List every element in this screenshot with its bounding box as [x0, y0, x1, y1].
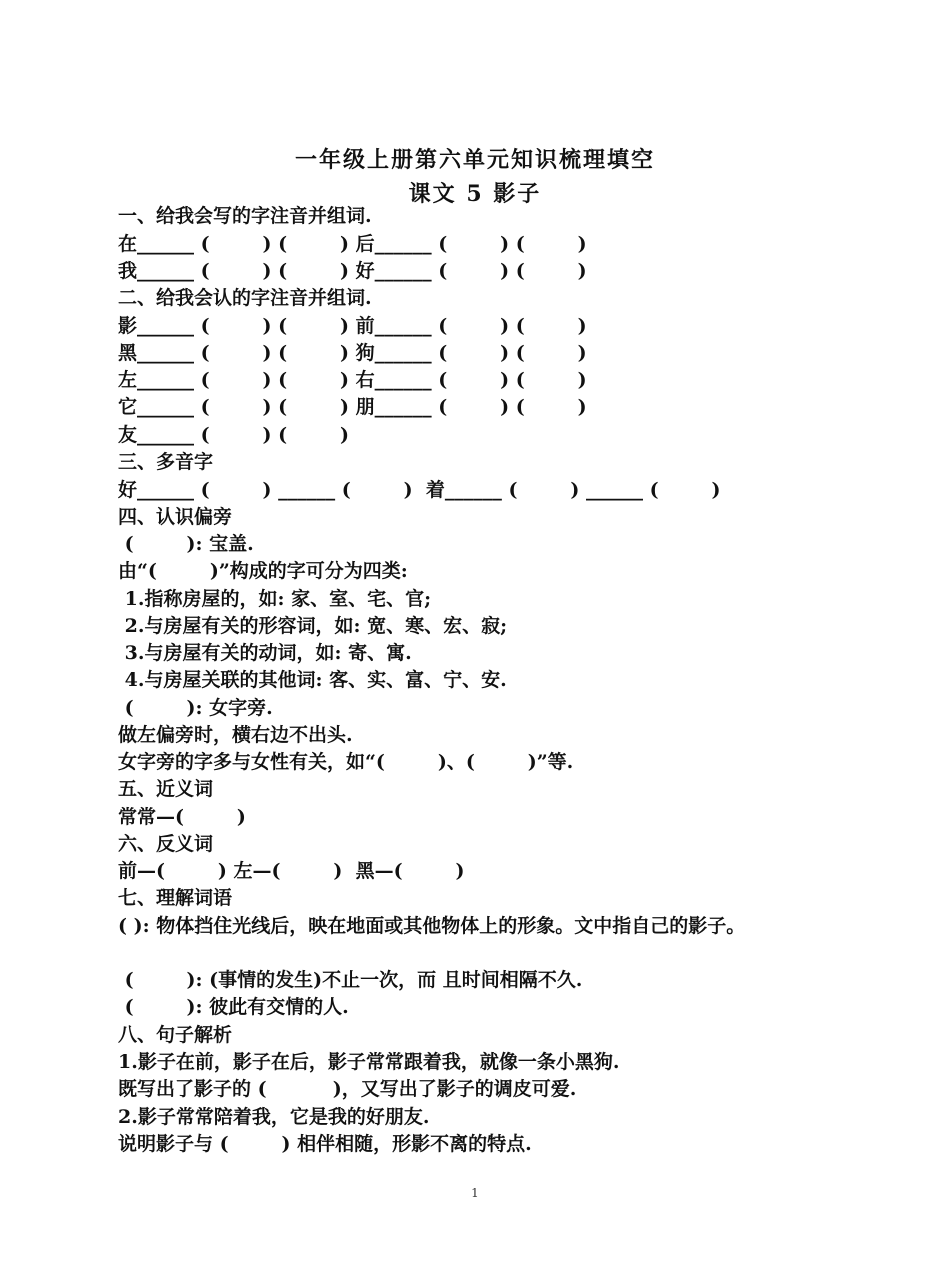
- exercise-line: 好______ ( ) ______ ( ) 着______ ( ) ______ ( ): [118, 479, 721, 501]
- exercise-line: 4.与房屋关联的其他词: 客、实、富、宁、安.: [118, 669, 507, 691]
- exercise-line: ( ): (事情的发生)不止一次，而 且时间相隔不久.: [118, 969, 583, 991]
- exercise-line: 由“( )”构成的字可分为四类:: [118, 560, 408, 582]
- exercise-line: 1.指称房屋的，如: 家、室、宅、官;: [118, 588, 432, 610]
- exercise-line: 影______ ( ) ( ) 前______ ( ) ( ): [118, 315, 587, 337]
- page-title: 一年级上册第六单元知识梳理填空: [294, 147, 655, 173]
- exercise-line: 2.与房屋有关的形容词，如: 宽、寒、宏、寂;: [118, 615, 508, 637]
- exercise-line: ( ): 物体挡住光线后，映在地面或其他物体上的形象。文中指自己的影子。: [118, 915, 746, 937]
- exercise-line: 1.影子在前，影子在后，影子常常跟着我，就像一条小黑狗.: [118, 1051, 620, 1073]
- section-heading: 七、理解词语: [118, 887, 233, 909]
- exercise-line: 2.影子常常陪着我，它是我的好朋友.: [118, 1106, 430, 1128]
- section-heading: 三、多音字: [118, 451, 214, 473]
- section-heading: 二、给我会认的字注音并组词.: [118, 287, 372, 309]
- exercise-line: 在______ ( ) ( ) 后______ ( ) ( ): [118, 233, 587, 255]
- exercise-line: 友______ ( ) ( ): [118, 424, 350, 446]
- exercise-line: 3.与房屋有关的动词，如: 寄、寓.: [118, 642, 412, 664]
- section-heading: 八、句子解析: [118, 1024, 233, 1046]
- section-heading: 四、认识偏旁: [118, 506, 233, 528]
- exercise-line: 说明影子与 ( ) 相伴相随，形影不离的特点.: [118, 1133, 532, 1155]
- section-heading: 五、近义词: [118, 778, 214, 800]
- exercise-line: ( ): 彼此有交情的人.: [118, 996, 349, 1018]
- exercise-line: 常常—( ): [118, 806, 246, 828]
- exercise-line: 前—( ) 左—( ) 黑—( ): [118, 860, 465, 882]
- page-number: 1: [471, 1186, 479, 1200]
- exercise-line: 它______ ( ) ( ) 朋______ ( ) ( ): [118, 396, 587, 418]
- exercise-line: 做左偏旁时，横右边不出头.: [118, 724, 353, 746]
- section-heading: 六、反义词: [118, 833, 214, 855]
- section-heading: 一、给我会写的字注音并组词.: [118, 205, 372, 227]
- exercise-line: 既写出了影子的 ( )，又写出了影子的调皮可爱.: [118, 1078, 577, 1100]
- lesson-title: 课文 5 影子: [408, 181, 542, 207]
- exercise-line: ( ): 女字旁.: [118, 697, 273, 719]
- exercise-line: 我______ ( ) ( ) 好______ ( ) ( ): [118, 260, 587, 282]
- exercise-line: 左______ ( ) ( ) 右______ ( ) ( ): [118, 369, 587, 391]
- exercise-line: 女字旁的字多与女性有关，如“( )、( )”等.: [118, 751, 574, 773]
- exercise-line: ( ): 宝盖.: [118, 533, 254, 555]
- exercise-line: 黑______ ( ) ( ) 狗______ ( ) ( ): [118, 342, 587, 364]
